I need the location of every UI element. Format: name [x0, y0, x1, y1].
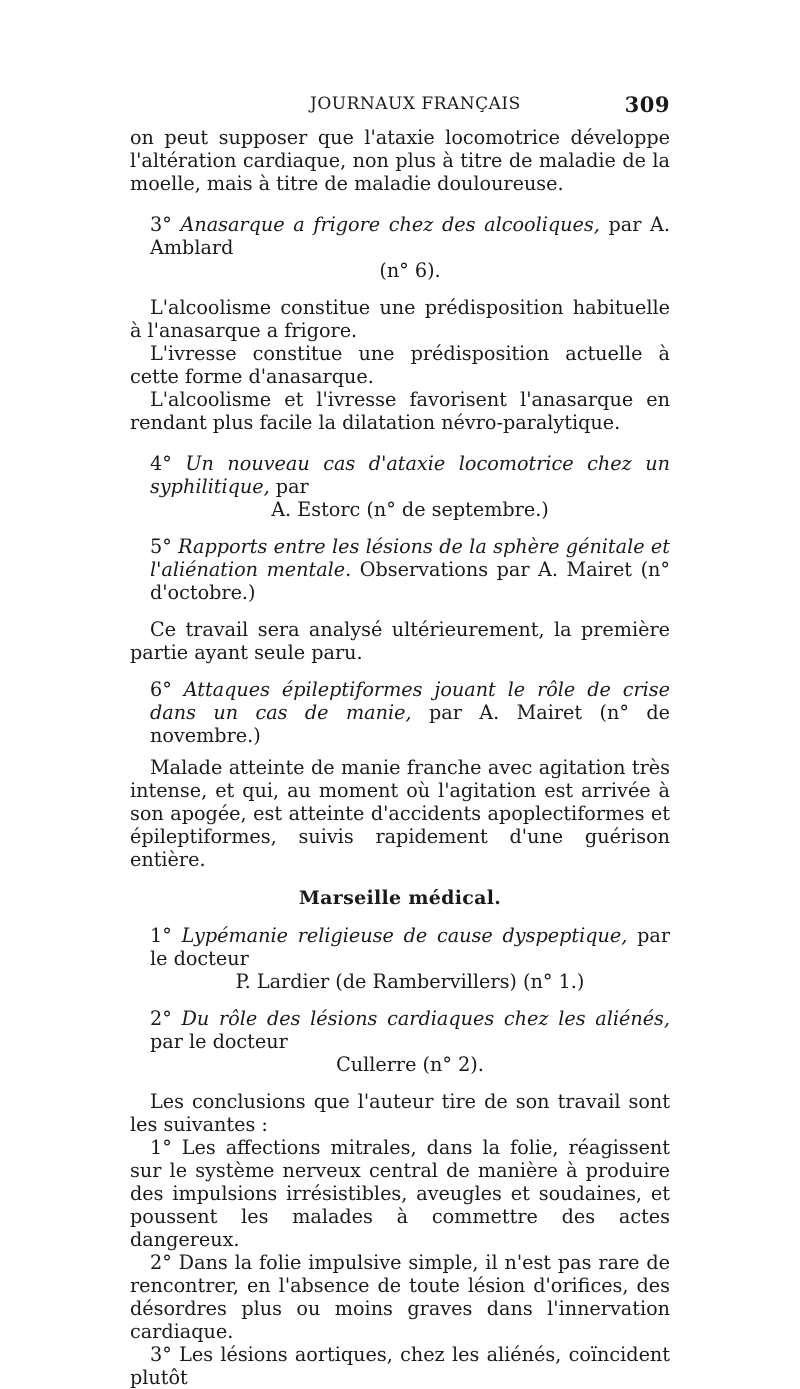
paragraph: L'alcoolisme constitue une prédisposition habituelle à l'anasarque a frigore.	[130, 296, 670, 342]
page-number: 309	[624, 92, 670, 117]
paragraph-continuation: on peut supposer que l'ataxie locomotrice développe l'altération cardiaque, non plus à titre de maladie de la moelle, mais à titre de maladie douloureuse.	[130, 126, 670, 195]
entry-number: 6°	[150, 678, 172, 701]
entry-author: par le docteur	[150, 1030, 288, 1053]
running-header	[130, 92, 670, 118]
bibliography-entry-3	[130, 213, 670, 282]
entry-issue: Cullerre (n° 2).	[336, 1053, 484, 1076]
entry-title: Un nouveau cas d'ataxie locomotrice chez un syphilitique,	[150, 452, 670, 498]
entry-title: Lypémanie religieuse de cause dyspeptique,	[181, 924, 628, 947]
entry-issue: A. Estorc (n° de septembre.)	[271, 498, 549, 521]
paragraph: Les conclusions que l'auteur tire de son travail sont les suivantes :	[130, 1090, 670, 1136]
entry-issue: P. Lardier (de Rambervillers) (n° 1.)	[235, 970, 585, 993]
section-heading: Marseille médical.	[298, 887, 502, 909]
entry-number: 4°	[150, 452, 172, 475]
bibliography-entry-4	[130, 452, 670, 521]
entry-number: 5°	[150, 535, 172, 558]
entry-number: 1°	[150, 924, 172, 947]
paragraph: L'alcoolisme et l'ivresse favorisent l'anasarque en rendant plus facile la dilatation névro-paralytique.	[130, 388, 670, 434]
entry-author: par le docteur	[150, 924, 670, 970]
entry-number: 3°	[150, 213, 172, 236]
bibliography-entry-6	[130, 678, 670, 747]
paragraph: 3° Les lésions aortiques, chez les aliénés, coïncident plutôt	[130, 1343, 670, 1389]
paragraph: Ce travail sera analysé ultérieurement, la première partie ayant seule paru.	[130, 618, 670, 664]
bibliography-entry-m1	[130, 924, 670, 993]
entry-title: Rapports entre les lésions de la sphère génitale et l'aliénation mentale.	[150, 535, 670, 581]
paragraph: L'ivresse constitue une prédisposition actuelle à cette forme d'anasarque.	[130, 342, 670, 388]
entry-issue: (n° 6).	[379, 259, 441, 282]
entry-title: Anasarque a frigore chez des alcooliques,	[180, 213, 600, 236]
bibliography-entry-5	[130, 535, 670, 604]
paragraph: Malade atteinte de manie franche avec agitation très intense, et qui, au moment où l'agitation est arrivée à son apogée, est atteinte d'accidents apoplectiformes et épileptiformes, suivis rapidement d'une guérison entière.	[130, 756, 670, 871]
entry-author: Observations par A. Mairet (n° d'octobre.)	[150, 558, 671, 604]
paragraph: 1° Les affections mitrales, dans la folie, réagissent sur le système nerveux central de manière à produire des impulsions irrésistibles, aveugles et soudaines, et poussent les malades à commettre des actes dangereux.	[130, 1136, 670, 1251]
entry-title: Attaques épileptiformes jouant le rôle de crise dans un cas de manie,	[150, 678, 670, 724]
page-body	[130, 126, 670, 1389]
entry-title: Du rôle des lésions cardiaques chez les aliénés,	[181, 1007, 670, 1030]
entry-author: par A. Mairet (n° de novembre.)	[150, 701, 670, 747]
running-title: JOURNAUX FRANÇAIS	[310, 94, 521, 114]
bibliography-entry-m2	[130, 1007, 670, 1076]
paragraph: 2° Dans la folie impulsive simple, il n'est pas rare de rencontrer, en l'absence de toute lésion d'orifices, des désordres plus ou moins graves dans l'innervation cardiaque.	[130, 1251, 670, 1343]
entry-author: par	[275, 475, 309, 498]
entry-number: 2°	[150, 1007, 172, 1030]
entry-author: par A. Amblard	[150, 213, 670, 259]
